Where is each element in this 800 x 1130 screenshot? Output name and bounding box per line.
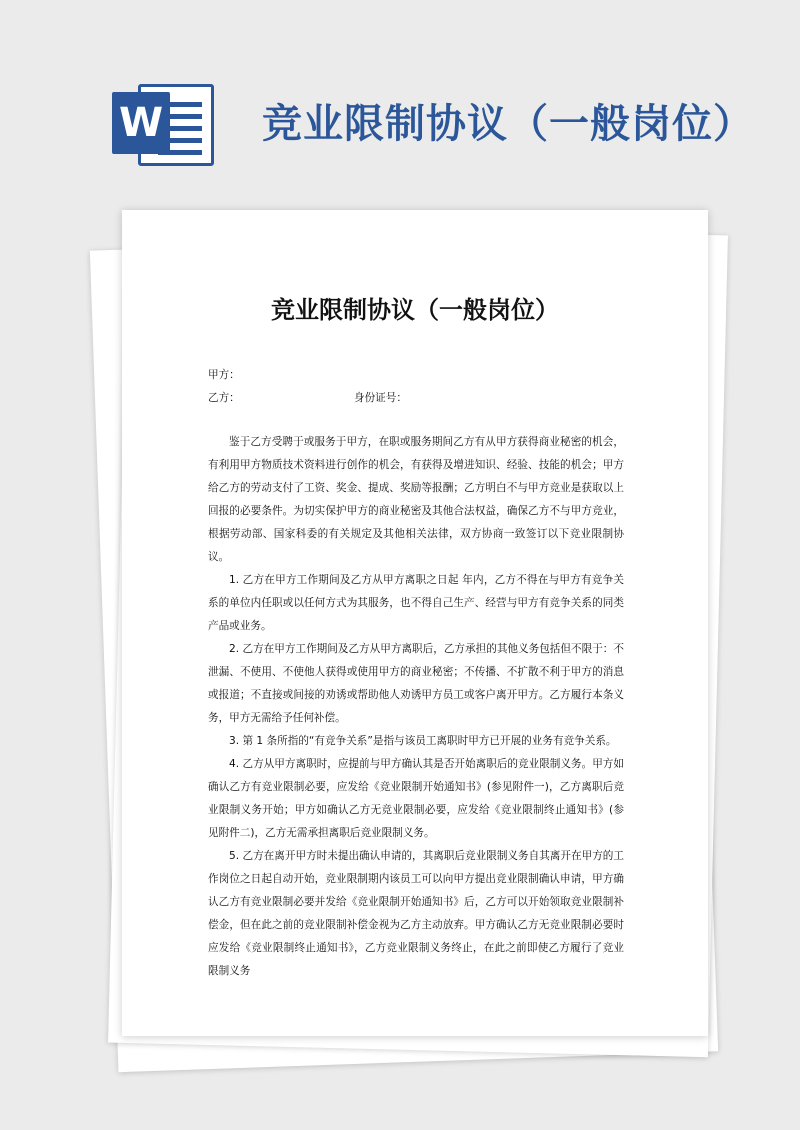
word-document-icon [112, 80, 214, 170]
clause-paragraph: 5. 乙方在离开甲方时未提出确认申请的，其离职后竞业限制义务自其离开在甲方的工作岗位之日起自动开始，竞业限制期内该员工可以向甲方提出竞业限制确认申请，甲方确认乙方有竞业限制必要并发给《竞业限制开始通知书》后，乙方可以开始领取竞业限制补偿金，但在此之前的竞业限制补偿金视为乙方主动放弃。甲方确认乙方无竞业限制必要时应发给《竞业限制终止通知书》，乙方竞业限制义务终止，在此之前即使乙方履行了竞业限制义务 [208, 850, 624, 977]
clause-paragraph: 3. 第 1 条所指的“有竞争关系”是指与该员工离职时甲方已开展的业务有竞争关系。 [229, 735, 617, 747]
preamble-paragraph: 鉴于乙方受聘于或服务于甲方，在职或服务期间乙方有从甲方获得商业秘密的机会，有利用甲方物质技术资料进行创作的机会，有获得及增进知识、经验、技能的机会；甲方给乙方的劳动支付了工资、奖金、提成、奖励等报酬；乙方明白不与甲方竞业是获取以上回报的必要条件。为切实保护甲方的商业秘密及其他合法权益，确保乙方不与甲方竞业，根据劳动部、国家科委的有关规定及其他相关法律，双方协商一致签订以下竞业限制协议。 [208, 436, 624, 563]
clause-paragraph: 2. 乙方在甲方工作期间及乙方从甲方离职后，乙方承担的其他义务包括但不限于：不泄漏、不使用、不使他人获得或使用甲方的商业秘密；不传播、不扩散不利于甲方的消息或报道；不直接或间接的劝诱或帮助他人劝诱甲方员工或客户离开甲方。乙方履行本条义务，甲方无需给予任何补偿。 [208, 643, 624, 724]
header-banner [0, 0, 800, 200]
clause-paragraph: 1. 乙方在甲方工作期间及乙方从甲方离职之日起 年内，乙方不得在与甲方有竞争关系的单位内任职或以任何方式为其服务，也不得自己生产、经营与甲方有竞争关系的同类产品或业务。 [208, 574, 624, 632]
clause-paragraph: 4. 乙方从甲方离职时，应提前与甲方确认其是否开始离职后的竞业限制义务。甲方如确认乙方有竞业限制必要，应发给《竞业限制开始通知书》(参见附件一)，乙方离职后竞业限制义务开始；甲方如确认乙方无竞业限制必要，应发给《竞业限制终止通知书》(参见附件二)，乙方无需承担离职后竞业限制义务。 [208, 758, 624, 839]
id-number-label: 身份证号： [354, 392, 407, 404]
party-a-label: 甲方： [208, 369, 240, 381]
document-title: 竞业限制协议（一般岗位） [271, 296, 559, 324]
word-logo-letter: W [112, 92, 170, 154]
document-page [122, 210, 708, 1036]
document-body [208, 431, 624, 983]
banner-title: 竞业限制协议（一般岗位） [262, 101, 754, 147]
party-b-label: 乙方： [208, 392, 240, 404]
